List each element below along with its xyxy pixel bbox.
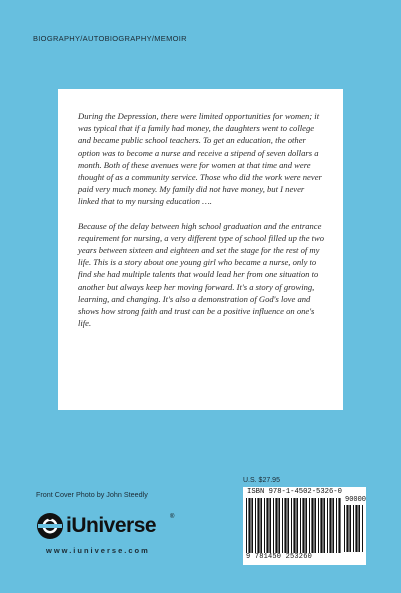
price-label: U.S. $27.95 <box>243 477 280 484</box>
isbn-text: ISBN 978-1-4502-5326-0 <box>247 488 342 496</box>
addon-barcode-bars <box>344 505 364 552</box>
genre-label: BIOGRAPHY/AUTOBIOGRAPHY/MEMOIR <box>33 34 187 43</box>
ean-barcode-bars <box>246 498 342 553</box>
blurb-paragraph-1: During the Depression, there were limited opportunities for women; it was typical that if a family had money, the daughters went to college and became public school teachers. To get an education, the other option was to become a nurse and receive a stipend of seven dollars a month. Both of these avenues were for women at that time and were thought of as a community service. Those who did the work were never paid very much money. My family did not have money, but I never linked that to my nursing education …. <box>78 111 322 207</box>
publisher-name: iUniverse <box>66 514 157 537</box>
ean-digits: 9 781450 253260 <box>246 553 313 561</box>
registered-mark-icon: ® <box>170 514 175 520</box>
price-addon-code: 90000 <box>345 496 367 504</box>
iuniverse-logo-icon <box>36 512 64 540</box>
publisher-url: www.iuniverse.com <box>46 546 150 555</box>
barcode <box>243 487 366 565</box>
blurb-text <box>78 110 326 341</box>
blurb-paragraph-2: Because of the delay between high school graduation and the entrance requirement for nursing, a very different type of school filled up the two years between sixteen and eighteen and set the stage for the rest of my life. This is a story about one young girl who became a nurse, only to find she had multiple talents that would lead her from one situation to another but always keep her moving forward. It's a story of growing, learning, and changing. It's also a demonstration of God's love and shows how strong faith and trust can be a positive influence on one's life. <box>78 220 325 329</box>
publisher-logo <box>36 512 176 540</box>
cover-photo-credit: Front Cover Photo by John Steedly <box>36 490 148 499</box>
